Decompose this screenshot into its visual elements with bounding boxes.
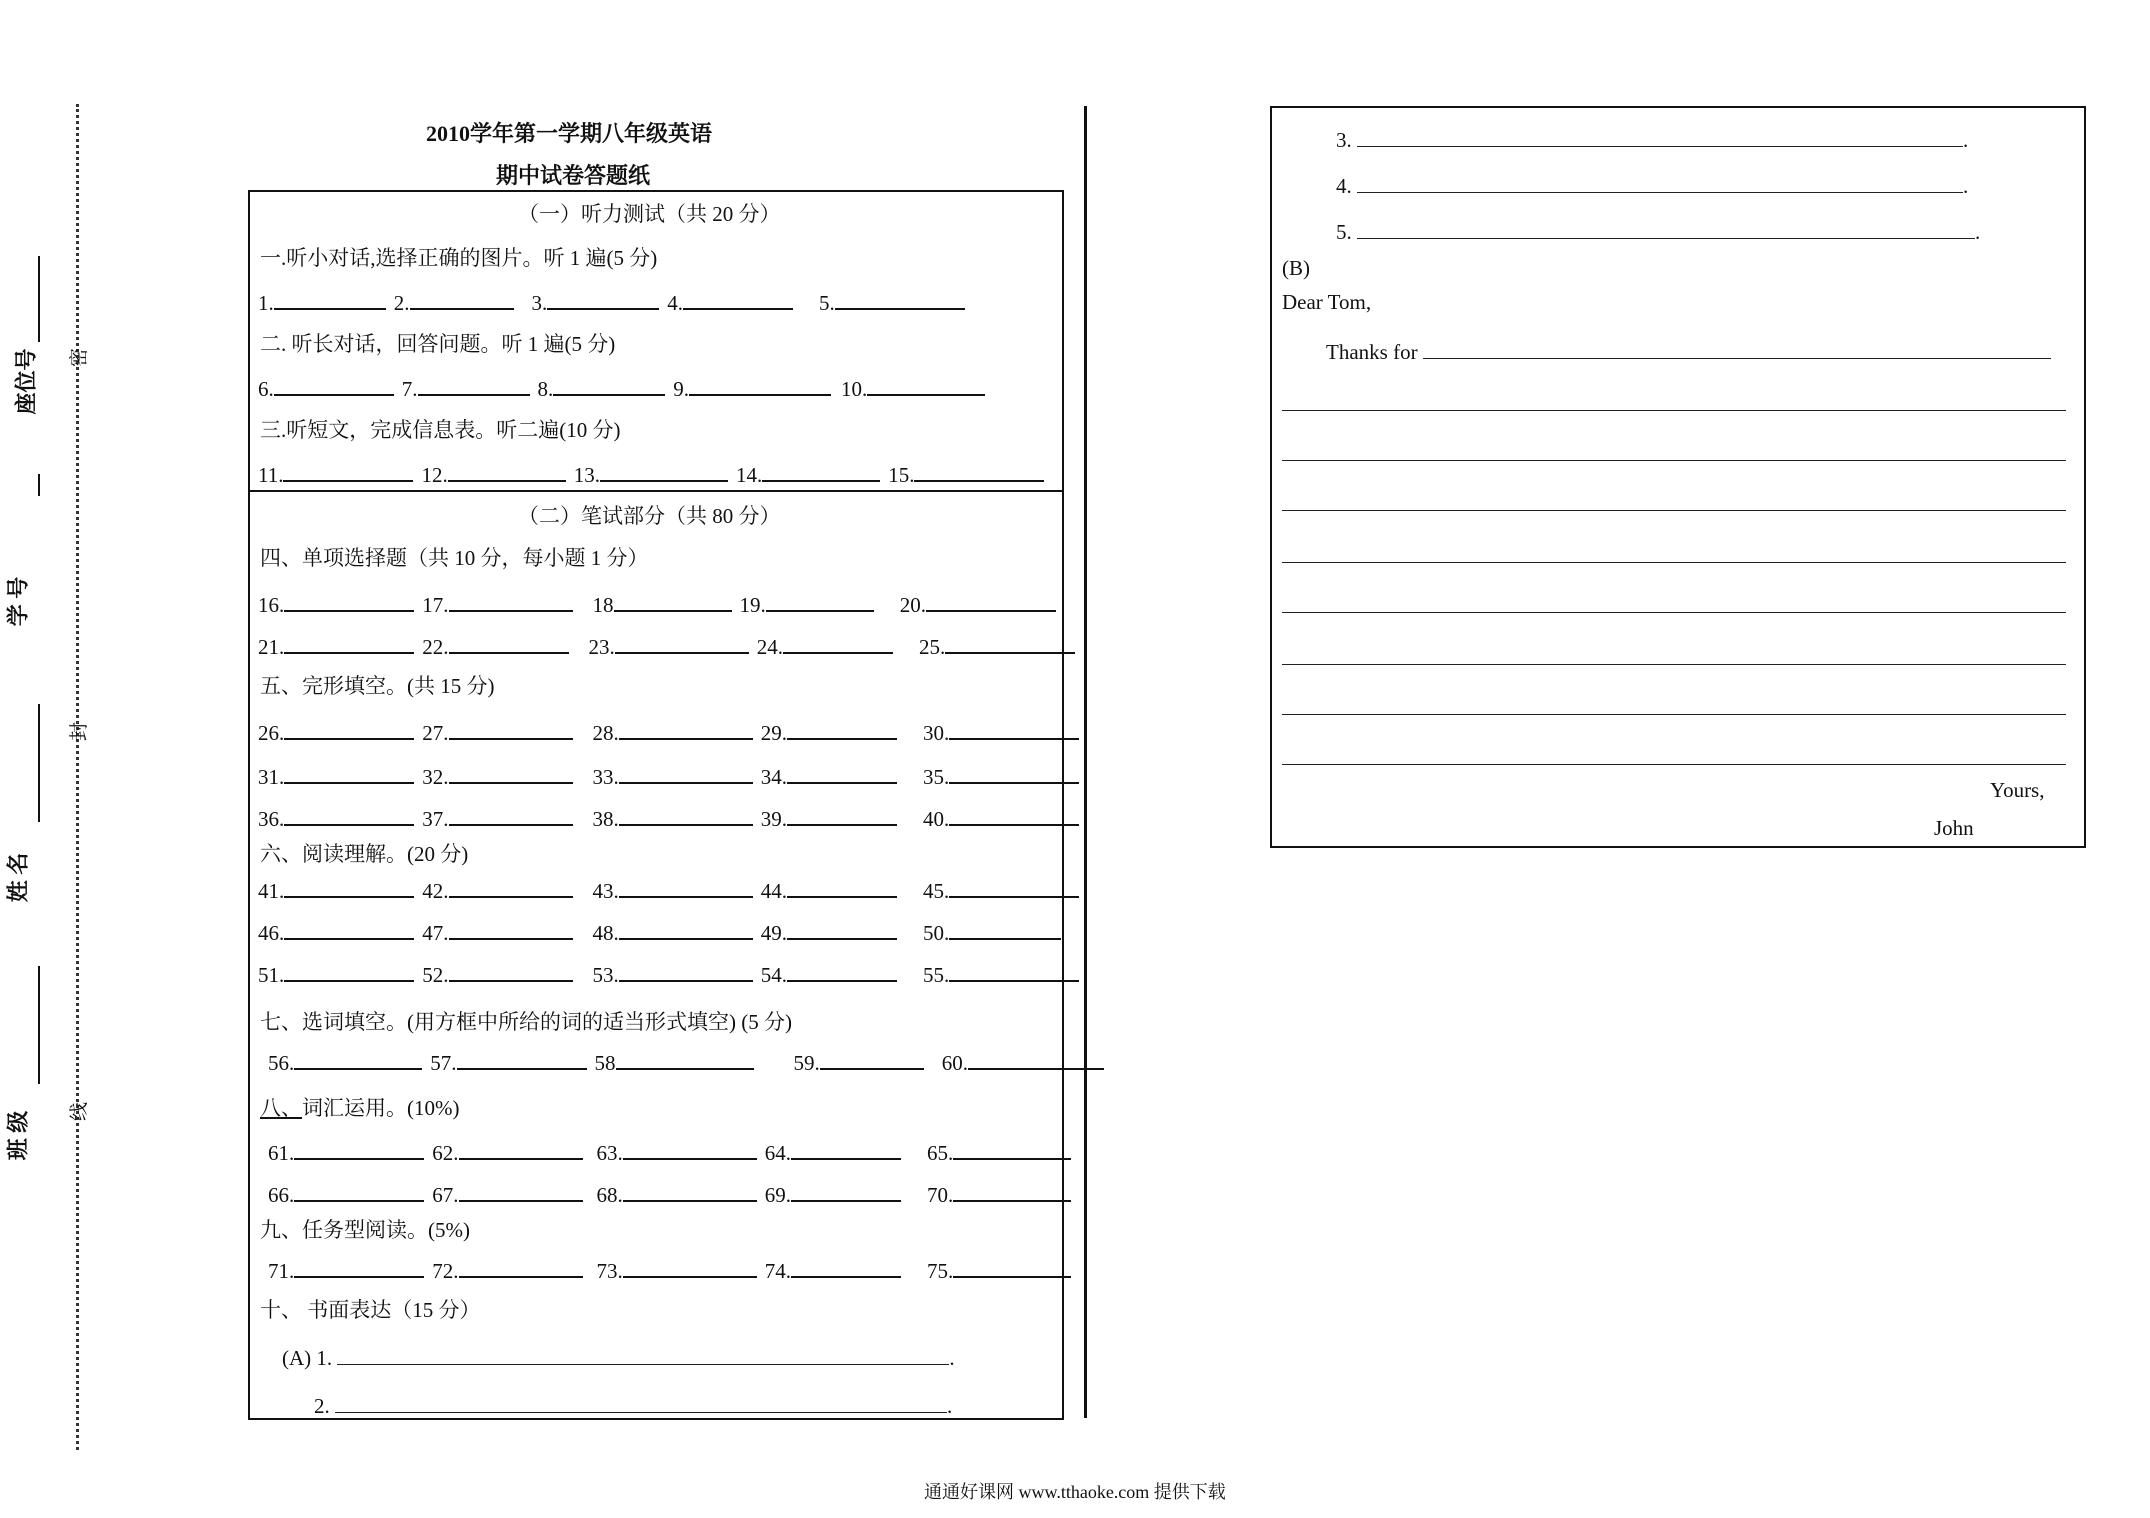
- writing-a-line-4: [1336, 172, 1968, 198]
- question-number: 72.: [432, 1259, 459, 1283]
- answer-blank[interactable]: [449, 876, 573, 898]
- question-number: 18: [592, 593, 614, 617]
- answer-blank[interactable]: [787, 876, 897, 898]
- letter-line-3[interactable]: [1282, 510, 2066, 511]
- question-number: 28.: [592, 721, 619, 745]
- answer-row: [258, 918, 1061, 945]
- answer-blank[interactable]: [619, 718, 753, 740]
- answer-blank[interactable]: [284, 918, 414, 940]
- answer-row: [258, 632, 1075, 659]
- answer-blank[interactable]: [547, 288, 659, 310]
- letter-line-7[interactable]: [1282, 714, 2066, 715]
- question-number: 9.: [673, 377, 689, 401]
- answer-blank[interactable]: [284, 804, 414, 826]
- question-number: 69.: [764, 1183, 791, 1207]
- question-number: 5.: [819, 291, 835, 315]
- question-number: 21.: [258, 635, 285, 659]
- question-number: 42.: [422, 879, 449, 903]
- answer-row: [268, 1256, 1071, 1283]
- answer-blank[interactable]: [949, 876, 1079, 898]
- letter-thanks-text: Thanks for: [1326, 340, 1418, 364]
- writing-a-period-5: .: [1975, 220, 1981, 244]
- section-8-title: 词汇运用。(10%): [302, 1096, 460, 1120]
- question-number: 71.: [268, 1259, 295, 1283]
- letter-greeting: Dear Tom,: [1282, 290, 1372, 314]
- question-number: 20.: [899, 593, 926, 617]
- writing-a-period-2: .: [947, 1394, 953, 1418]
- answer-blank[interactable]: [449, 632, 569, 654]
- seat-number-blank: [38, 256, 40, 342]
- seat-number-label: 座位号: [13, 348, 39, 415]
- question-number: 11.: [258, 463, 284, 487]
- answer-blank[interactable]: [787, 960, 897, 982]
- answer-blank[interactable]: [448, 460, 566, 482]
- question-number: 14.: [735, 463, 763, 487]
- answer-blank[interactable]: [449, 590, 573, 612]
- question-number: 25.: [919, 635, 946, 659]
- answer-blank[interactable]: [619, 876, 753, 898]
- question-number: 66.: [268, 1183, 295, 1207]
- letter-line-5[interactable]: [1282, 612, 2066, 613]
- writing-a-period-3: .: [1963, 128, 1969, 152]
- question-number: 59.: [793, 1051, 820, 1075]
- writing-a-blank-2[interactable]: [335, 1392, 947, 1413]
- answer-blank[interactable]: [457, 1048, 587, 1070]
- answer-blank[interactable]: [689, 374, 831, 396]
- answer-blank[interactable]: [284, 876, 414, 898]
- answer-row: [268, 1180, 1071, 1207]
- answer-row: [258, 876, 1079, 903]
- answer-row: [258, 960, 1079, 987]
- answer-blank[interactable]: [762, 460, 880, 482]
- seal-xian-mark: 线: [69, 1101, 91, 1122]
- answer-row: [258, 762, 1079, 789]
- writing-a-number-4: 4.: [1336, 174, 1352, 198]
- question-number: 63.: [596, 1141, 623, 1165]
- question-number: 41.: [258, 879, 285, 903]
- answer-blank[interactable]: [683, 288, 793, 310]
- answer-blank[interactable]: [953, 1138, 1071, 1160]
- question-number: 55.: [923, 963, 950, 987]
- letter-line-1[interactable]: [1282, 410, 2066, 411]
- answer-blank[interactable]: [459, 1138, 583, 1160]
- answer-blank[interactable]: [945, 632, 1075, 654]
- listening-part-2-instructions: 二. 听长对话，回答问题。听 1 遍(5 分): [260, 332, 616, 356]
- question-number: 48.: [592, 921, 619, 945]
- answer-blank[interactable]: [623, 1180, 757, 1202]
- writing-a-line-3: [1336, 126, 1968, 152]
- question-number: 30.: [923, 721, 950, 745]
- answer-blank[interactable]: [449, 918, 573, 940]
- answer-blank[interactable]: [953, 1256, 1071, 1278]
- footer-source: 通通好课网 www.tthaoke.com 提供下载: [924, 1482, 1226, 1502]
- answer-blank[interactable]: [949, 718, 1079, 740]
- letter-line-4[interactable]: [1282, 562, 2066, 563]
- answer-blank[interactable]: [615, 632, 749, 654]
- question-number: 50.: [923, 921, 950, 945]
- answer-blank[interactable]: [459, 1180, 583, 1202]
- question-number: 44.: [760, 879, 787, 903]
- answer-blank[interactable]: [787, 718, 897, 740]
- question-number: 23.: [588, 635, 615, 659]
- question-number: 1.: [258, 291, 274, 315]
- student-number-label: 学 号: [5, 576, 31, 627]
- writing-a-label: (A) 1.: [282, 1346, 333, 1370]
- answer-blank[interactable]: [820, 1048, 924, 1070]
- question-number: 68.: [596, 1183, 623, 1207]
- question-number: 35.: [923, 765, 950, 789]
- name-blank: [38, 704, 40, 822]
- answer-row: [258, 374, 985, 401]
- page-divider: [1084, 106, 1087, 1418]
- question-number: 65.: [927, 1141, 954, 1165]
- question-number: 4.: [667, 291, 683, 315]
- answer-blank[interactable]: [835, 288, 965, 310]
- answer-blank[interactable]: [600, 460, 728, 482]
- answer-row: [258, 804, 1079, 831]
- answer-blank[interactable]: [949, 762, 1079, 784]
- seal-mi-mark: 密: [69, 347, 91, 368]
- writing-a-line-5: [1336, 218, 1980, 244]
- answer-blank[interactable]: [294, 1256, 424, 1278]
- answer-blank[interactable]: [294, 1138, 424, 1160]
- answer-blank[interactable]: [949, 804, 1079, 826]
- question-number: 53.: [592, 963, 619, 987]
- question-number: 6.: [258, 377, 274, 401]
- answer-blank[interactable]: [949, 918, 1061, 940]
- section-6-instructions: 六、阅读理解。(20 分): [260, 842, 469, 866]
- writing-a-number-5: 5.: [1336, 220, 1352, 244]
- writing-a-blank-4[interactable]: [1357, 172, 1963, 193]
- answer-blank[interactable]: [787, 762, 897, 784]
- question-number: 60.: [941, 1051, 968, 1075]
- question-number: 61.: [268, 1141, 295, 1165]
- class-blank: [38, 966, 40, 1084]
- answer-row: [258, 288, 965, 315]
- writing-a-blank-1[interactable]: [337, 1344, 949, 1365]
- writing-a-period-4: .: [1963, 174, 1969, 198]
- sheet-subtitle: 期中试卷答题纸: [496, 163, 651, 188]
- question-number: 36.: [258, 807, 285, 831]
- question-number: 10.: [841, 377, 868, 401]
- question-number: 70.: [927, 1183, 954, 1207]
- answer-blank[interactable]: [619, 960, 753, 982]
- answer-blank[interactable]: [787, 918, 897, 940]
- writing-a-period-1: .: [949, 1346, 955, 1370]
- answer-blank[interactable]: [284, 718, 414, 740]
- answer-blank[interactable]: [284, 632, 414, 654]
- section-7-instructions: 七、选词填空。(用方框中所给的词的适当形式填空) (5 分): [260, 1010, 792, 1034]
- question-number: 64.: [764, 1141, 791, 1165]
- question-number: 38.: [592, 807, 619, 831]
- question-number: 31.: [258, 765, 285, 789]
- answer-blank[interactable]: [449, 718, 573, 740]
- answer-blank[interactable]: [284, 762, 414, 784]
- answer-blank[interactable]: [449, 960, 573, 982]
- question-number: 29.: [760, 721, 787, 745]
- question-number: 12.: [421, 463, 448, 487]
- answer-blank[interactable]: [968, 1048, 1104, 1070]
- question-number: 22.: [422, 635, 449, 659]
- listening-part-1-instructions: 一.听小对话,选择正确的图片。听 1 遍(5 分): [260, 246, 658, 270]
- answer-blank[interactable]: [787, 804, 897, 826]
- question-number: 8.: [537, 377, 554, 401]
- question-number: 33.: [592, 765, 619, 789]
- answer-blank[interactable]: [619, 918, 753, 940]
- question-number: 19.: [739, 593, 766, 617]
- question-number: 7.: [401, 377, 418, 401]
- question-number: 75.: [927, 1259, 954, 1283]
- writing-a-line-1: [282, 1344, 955, 1370]
- question-number: 16.: [258, 593, 285, 617]
- answer-blank[interactable]: [766, 590, 874, 612]
- answer-blank[interactable]: [791, 1138, 901, 1160]
- writing-a-line-2: [314, 1392, 952, 1418]
- question-number: 27.: [422, 721, 449, 745]
- answer-blank[interactable]: [274, 374, 394, 396]
- question-number: 58: [594, 1051, 616, 1075]
- answer-blank[interactable]: [418, 374, 530, 396]
- answer-blank[interactable]: [553, 374, 665, 396]
- question-number: 45.: [923, 879, 950, 903]
- question-number: 34.: [760, 765, 787, 789]
- question-number: 46.: [258, 921, 285, 945]
- answer-row: [258, 718, 1079, 745]
- answer-row: [258, 460, 1044, 487]
- question-number: 37.: [422, 807, 449, 831]
- question-number: 73.: [596, 1259, 623, 1283]
- answer-blank[interactable]: [791, 1256, 901, 1278]
- question-number: 2.: [393, 291, 410, 315]
- answer-blank[interactable]: [926, 590, 1056, 612]
- question-number: 26.: [258, 721, 285, 745]
- writing-b-label: (B): [1282, 256, 1310, 280]
- answer-blank[interactable]: [619, 762, 753, 784]
- sheet-title: 2010学年第一学期八年级英语: [426, 121, 713, 146]
- question-number: 57.: [430, 1051, 457, 1075]
- student-number-blank-top: [38, 474, 40, 496]
- answer-blank[interactable]: [619, 804, 753, 826]
- letter-signature: John: [1934, 816, 1974, 840]
- answer-row: [268, 1048, 1104, 1075]
- question-number: 15.: [888, 463, 915, 487]
- answer-blank[interactable]: [867, 374, 985, 396]
- answer-blank[interactable]: [783, 632, 893, 654]
- section-9-instructions: 九、任务型阅读。(5%): [260, 1218, 470, 1242]
- listening-part-3-instructions: 三.听短文，完成信息表。听二遍(10 分): [260, 418, 621, 442]
- answer-blank[interactable]: [284, 590, 414, 612]
- question-number: 56.: [268, 1051, 295, 1075]
- answer-blank[interactable]: [449, 804, 573, 826]
- question-number: 3.: [531, 291, 548, 315]
- answer-blank[interactable]: [410, 288, 514, 310]
- question-number: 43.: [592, 879, 619, 903]
- class-label: 班 级: [5, 1110, 31, 1161]
- answer-blank[interactable]: [294, 1048, 422, 1070]
- answer-blank[interactable]: [274, 288, 386, 310]
- letter-opening-line: [1326, 338, 2051, 364]
- section-5-instructions: 五、完形填空。(共 15 分): [260, 674, 495, 698]
- letter-line-2[interactable]: [1282, 460, 2066, 461]
- question-number: 67.: [432, 1183, 459, 1207]
- letter-closing: Yours,: [1990, 778, 2045, 802]
- letter-line-6[interactable]: [1282, 664, 2066, 665]
- answer-blank[interactable]: [284, 960, 414, 982]
- answer-blank[interactable]: [449, 762, 573, 784]
- answer-blank[interactable]: [616, 1048, 754, 1070]
- answer-blank[interactable]: [294, 1180, 424, 1202]
- question-number: 54.: [760, 963, 787, 987]
- question-number: 39.: [760, 807, 787, 831]
- answer-blank[interactable]: [791, 1180, 901, 1202]
- question-number: 40.: [923, 807, 950, 831]
- section-10-instructions: 十、 书面表达（15 分）: [260, 1298, 481, 1322]
- answer-row: [258, 590, 1056, 617]
- name-label: 姓 名: [5, 852, 31, 903]
- answer-blank[interactable]: [623, 1138, 757, 1160]
- answer-blank[interactable]: [623, 1256, 757, 1278]
- writing-a-blank-5[interactable]: [1357, 218, 1975, 239]
- listening-heading: （一）听力测试（共 20 分）: [518, 202, 781, 226]
- question-number: 62.: [432, 1141, 459, 1165]
- writing-a-number-2: 2.: [314, 1394, 330, 1418]
- letter-line-8[interactable]: [1282, 764, 2066, 765]
- written-heading: （二）笔试部分（共 80 分）: [518, 504, 781, 528]
- section-8-instructions: [260, 1096, 459, 1120]
- writing-a-blank-3[interactable]: [1357, 126, 1963, 147]
- question-number: 52.: [422, 963, 449, 987]
- question-number: 47.: [422, 921, 449, 945]
- letter-thanks-blank[interactable]: [1423, 338, 2051, 359]
- binding-dotted-line: [76, 104, 79, 1450]
- question-number: 51.: [258, 963, 285, 987]
- question-number: 24.: [756, 635, 783, 659]
- answer-blank[interactable]: [283, 460, 413, 482]
- seal-feng-mark: 封: [69, 721, 91, 742]
- answer-row: [268, 1138, 1071, 1165]
- question-number: 13.: [573, 463, 600, 487]
- section-8-number: 八、: [260, 1096, 302, 1120]
- section-4-instructions: 四、单项选择题（共 10 分，每小题 1 分）: [260, 546, 649, 570]
- answer-blank[interactable]: [459, 1256, 583, 1278]
- answer-blank[interactable]: [914, 460, 1044, 482]
- answer-blank[interactable]: [614, 590, 732, 612]
- question-number: 32.: [422, 765, 449, 789]
- question-number: 74.: [764, 1259, 791, 1283]
- answer-blank[interactable]: [949, 960, 1079, 982]
- answer-blank[interactable]: [953, 1180, 1071, 1202]
- question-number: 49.: [760, 921, 787, 945]
- writing-a-number-3: 3.: [1336, 128, 1352, 152]
- question-number: 17.: [422, 593, 449, 617]
